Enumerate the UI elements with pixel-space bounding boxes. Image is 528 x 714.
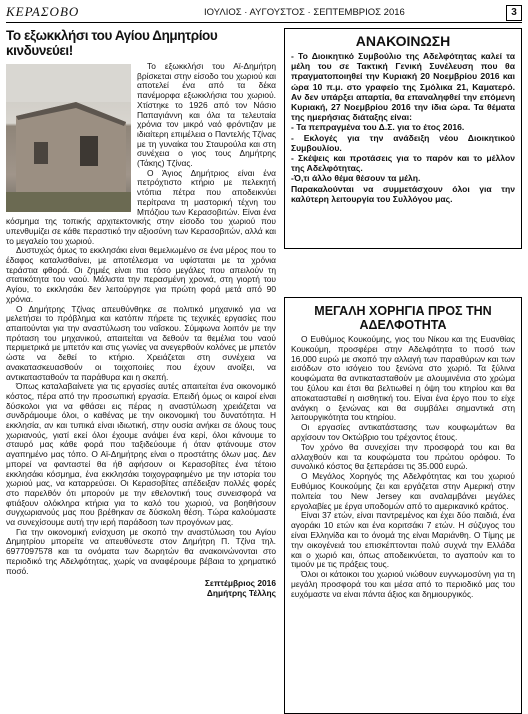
issue-date: ΙΟΥΛΙΟΣ · ΑΥΓΟΥΣΤΟΣ · ΣΕΠΤΕΜΒΡΙΟΣ 2016 [204,7,405,18]
sponsorship-paragraph: Οι εργασίες αντικατάστασης των κουφωμάτων θα αρχίσουν τον Οκτώβριο του τρέχοντος έτους. [291,422,515,442]
article-paragraph: Για την οικονομική ενίσχυση με σκοπό την αναστύλωση του Αγίου Δημητρίου μπορείτε να απευθύνεστε στον Δημήτρη Π. Τζίνα τηλ. 6977097578 και τα ονόματα των δωρητών θα ανακοινώνονται στο περιοδικό της Αδελφότητας, χωρίς να αναφέρουμε βέβαια το χρηματικό ποσό. [6,526,276,576]
announcement-line: - Τα πεπραγμένα του Δ.Σ. για το έτος 2016. [291,122,465,133]
article-paragraph: Όπως καταλαβαίνετε για τις εργασίες αυτές απαιτείται ένα οικονομικό κόστος, πέρα από την προσωπική εργασία. Επειδή όμως οι καιροί είναι δύσκολοι για να φθάσει εις πέρας η αναστύλωση χρειάζεται να συνδράμουμε όλοι, ο καθένας με την οικονομική του δυνατότητα. Η εκκλησία, αν και τυπικά είναι ιδιωτική, στην ουσία ανήκει σε όλους τους χωριανούς, γιατί εκεί όλοι έχουμε ανάψει ένα κερί, όλοι κάνουμε το σταυρό μας κάθε φορά που ταξιδεύουμε ή όταν φτάνουμε στον αγαπημένο μας τόπο. Ο Αϊ-Δημήτρης είναι ο προστάτης όλων μας. Δεν μπορεί να φανταστεί θα ήθ αφήσουν οι Κερασοβίτες ένα τέτοιο εκκλησάκι κόσμημα, ένα εκκλησάκι τοιχογραφημένο με την ιστορία του χωριού μας, να καταρρεύσει. Οι Κερασοβίτες απέδειξαν πολλές φορές στο παρελθόν ότι μπορούν με την εθελοντική τους συνεισφορά να φτιάξουν ολόκληρα κτήρια για το καλό του χωριού, να βοηθήσουν συγχωριανούς μας που βρέθηκαν σε δύσκολη θέση. Τώρα καλούμαστε να συνεχίσουμε αυτή την ιερή παράδοση των προγόνων μας. [6,381,276,528]
sponsorship-paragraph: Όλοι οι κάτοικοι του χωριού νιώθουν ευγνωμοσύνη για τη μεγάλη προσφορά του και μέσα από το περιοδικό μας του ευχόμαστε να είναι πάντα άξιος και δημιουργικός. [291,569,515,599]
sponsorship-box [284,297,522,714]
announcement-box [284,28,522,249]
signature-author: Δημήτρης Τέλλης [206,588,276,599]
announcement-line: - Το Διοικητικό Συμβούλιο της Αδελφότητας καλεί τα μέλη του σε Τακτική Γενική Συνέλευση που θα πραγματοποιηθεί την Κυριακή 20 Νοεμβρίου 2016 και ώρα 10 π.μ. στο γραφείο της Σμόλικα 21, Καματερό. Αν δεν υπάρξει απαρτία, θα επαναληφθεί την επόμενη Κυριακή, 27 Νοεμβρίου 2016 την ίδια ώρα. Τα θέματα της ημερήσιας διάταξης είναι: [291,51,515,123]
signature-date: Σεπτέμβριος 2016 [204,578,276,589]
article-paragraph: Ο Άγιος Δημήτριος είναι ένα πετρόχτιστο κτήριο με πελεκητή ντόπια πέτρα που αποδεικνύει περίτρανα τη μαστορική τέχνη του Μπόζιου των Κερασοβιτών. Είναι ένα κόσμημα της τοπικής αρχιτεκτονικής στην είσοδο του χωριού που υπενθυμίζει σε κάθε περαστικό την αξιοσύνη των Κερασοβιτών, αλλά και το μεγαλείο του χωριού. [6,167,276,246]
announcement-body [291,51,515,204]
page-number: 3 [506,5,522,21]
church-photo [6,64,131,212]
sponsorship-paragraph: Ο Μεγάλος Χορηγός της Αδελφότητας και του χωριού Ευθύμιος Κουκούμης ζει και εργάζεται στην Αμερική στην πολιτεία του New Jersey και αναλαμβάνει μεγάλες εργολαβίες με έργα υποδομών από το αμερικανικό κράτος. [291,471,515,511]
article-body [6,62,276,598]
article-paragraph: Δυστυχώς όμως το εκκλησάκι είναι θεμελιωμένο σε ένα μέρος που το έδαφος καταλισθαίνει, με αποτέλεσμα να υφίσταται με τα χρόνια τεράστια φθορά. Οι ζημιές είναι πια τόσο μεγάλες που απειλούν τη στατικότητα του ναού. Μάλιστα την περασμένη χρονιά, στη γιορτή του Αγίου, το εκκλησάκι δεν λειτούργησε για πρώτη φορά μετά από 90 χρόνια. [6,245,276,304]
main-article [6,28,276,696]
right-column [284,28,522,714]
announcement-title: ΑΝΑΚΟΙΝΩΣΗ [355,33,451,49]
announcement-line: - Εκλογές για την ανάδειξη νέου Διοικητικού Συμβουλίου. [291,132,515,153]
article-paragraph: Ο Δημήτρης Τζίνας απευθύνθηκε σε πολιτικό μηχανικό για να μελετήσει το πρόβλημα και κατόπιν πήρετε τις τεχνικές εργασίες που απαιτούνται για την αναστύλωση του ναΐσκου. Σύμφωνα λοιπόν με την πρόταση του μηχανικού, απαιτείται να δεθούν τα θεμέλια του ναού περιμετρικά με μπετόν και στις γωνίες να ανεγερθούν κολόνες με μπετόν ώστε να δεθεί το κτήριο. Χρειάζεται στη συνέχεια να ανακατασκευασθούν οι τοιχοποιίες που έχουν ανοίξει, να αντικατασταθούν τα παράθυρα και η σκεπή. [6,303,276,382]
sponsorship-title: ΜΕΓΑΛΗ ΧΟΡΗΓΙΑ ΠΡΟΣ ΤΗΝ ΑΔΕΛΦΟΤΗΤΑ [314,304,492,332]
announcement-line: - Σκέψεις και προτάσεις για το παρόν και το μέλλον της Αδελφότητας. [291,153,515,174]
article-headline: Το εξωκκλήσι του Αγίου Δημητρίου κινδυνεύει! [6,28,218,58]
announcement-line: -Ό,τι άλλο θέμα θέσουν τα μέλη. [291,173,421,184]
announcement-line: Παρακαλούνται να συμμετάσχουν όλοι για την καλύτερη λειτουργία του Συλλόγου μας. [291,183,515,204]
sponsorship-paragraph: Τον χρόνο θα συνεχίσει την προσφορά του και θα αλλαχθούν και τα κουφώματα του πρώτου ορόφου. Το συνολικό κόστος θα ξεπεράσει τις 35.000 ευρώ. [291,441,515,472]
article-signature [6,578,276,598]
sponsorship-paragraph: Είναι 37 ετών, είναι παντρεμένος και έχει δύο παιδιά, ένα αγοράκι 10 ετών και ένα κοριτσάκι 7 ετών. Η σύζυγος του είναι Ελληνίδα και το όνομά της είναι Μαριάνθη. Ο Τίμης με την οικογένειά του επισκέπτονται πολύ συχνά την Ελλάδα και ο χωριό και, όπως αποδεικνύεται, το αγαπούν και το τιμούν με τις πράξεις τους. [291,510,515,570]
sponsorship-paragraph: Ο Ευθύμιος Κουκούμης, γιος του Νίκου και της Ευανθίας Κουκούμη, προσφέρει στην Αδελφότητα το ποσό των 16.000 ευρώ με σκοπό την αλλαγή των παραθύρων και των εισόδων στο ισόγειο του ξενώνα στο χωριό. Τα ξύλινα κουφώματα θα αντικατασταθούν με αλουμινένια στο χρώμα του ξύλου και έτσι θα βελτιωθεί η όψη του κτηρίου και θα αποκατασταθεί η αισθητική του. Είναι ένα έργο που το είχε ανάγκη ο ξενώνας και θα συμβάλει σημαντικά στη λειτουργικότητα του κτηρίου. [291,334,515,423]
article-paragraph: Το εξωκκλήσι του Αϊ-Δημήτρη βρίσκεται στην είσοδο του χωριού και αποτελεί ένα από τα δέκα πανέμορφα εξωκκλήσια του χωριού. Χτίστηκε το 1926 από τον Νάσιο Παπαγιάννη και όλα τα τελευταία χρόνια τον μικρό ναό φρόντιζαν με ιδιαίτερη επιμέλεια ο Παντελής Τζίνας με τη γυναίκα του Σταυρούλα και στη συνέχεια ο γιος τους Δημήτρης (Τάκης) Τζίνας. [137,61,276,169]
page-header [6,4,522,23]
sponsorship-body [291,335,515,600]
newspaper-title: ΚΕΡΑΣΟΒΟ [6,4,80,19]
